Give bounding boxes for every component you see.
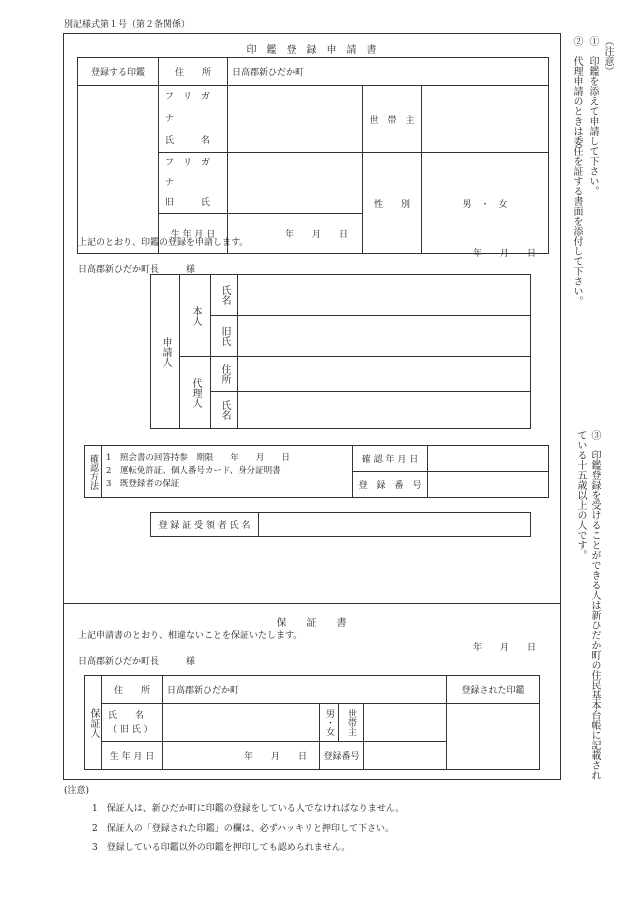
label-g-sex-cell <box>320 704 339 742</box>
confirm-item-3: 3 既登録者の保証 <box>106 479 180 489</box>
receipt-table <box>150 512 531 537</box>
agent-address-field[interactable] <box>238 357 531 392</box>
confirm-item-2: 2 運転免許証、個人番号カード、身分証明書 <box>106 466 281 476</box>
guarantee-mayor: 日高郡新ひだか町長 様 <box>78 657 196 667</box>
label-applicant: 申請人 <box>160 336 171 367</box>
label-furigana-old: フ リ ガ ナ <box>165 158 220 188</box>
label-agent-cell <box>180 357 211 429</box>
old-name-field[interactable] <box>228 153 363 214</box>
label-applicant-cell <box>151 275 180 429</box>
g-birth-field[interactable]: 年 月 日 <box>163 742 320 770</box>
label-g-address: 住 所 <box>102 676 163 704</box>
label-furigana-name <box>159 86 228 153</box>
label-agent: 代理人 <box>190 377 201 408</box>
label-agent-addr-cell <box>211 357 238 392</box>
label-confirm-date: 確 認 年 月 日 <box>353 446 428 472</box>
label-confirm: 確認方法 <box>88 453 98 490</box>
g-address-field[interactable] <box>163 676 447 704</box>
agent-name-field[interactable] <box>238 392 531 429</box>
label-g-setai: 世帯主 <box>346 709 356 736</box>
notes-heading: (注意) <box>64 786 90 796</box>
label-setai: 世 帯 主 <box>363 86 422 153</box>
label-self-name: 氏名 <box>219 285 230 305</box>
label-g-reg-no: 登録番号 <box>320 742 364 770</box>
side-note-3: ③ 印鑑登録を受けることができる人は新ひだか町の住民基本台帳に記載されている十五歳以上の人です。 <box>575 430 600 780</box>
confirm-methods[interactable] <box>102 446 353 498</box>
label-agent-addr: 住所 <box>219 364 230 384</box>
confirm-date-field[interactable] <box>428 446 549 472</box>
registration-table <box>77 57 549 254</box>
side-note-2: ② 代理申請のときは委任を証する書面を添付して下さい。 <box>571 36 582 306</box>
section-divider <box>63 603 560 604</box>
self-name-field[interactable] <box>238 275 531 316</box>
label-self-old: 旧氏 <box>219 326 230 346</box>
setai-field[interactable] <box>422 86 549 153</box>
label-registered-seal: 登録された印鑑 <box>447 676 540 704</box>
label-confirm-cell <box>85 446 102 498</box>
label-guarantor: 保証人 <box>88 707 99 738</box>
confirm-item-1: 1 照会書の回答持参 期限 年 月 日 <box>106 453 290 463</box>
label-sex: 性 別 <box>363 153 422 254</box>
label-seal: 登録する印鑑 <box>78 58 159 86</box>
birth-field[interactable]: 年 月 日 <box>228 214 363 254</box>
label-guarantor-cell <box>85 676 102 770</box>
label-receipt: 登 録 証 受 領 者 氏 名 <box>151 513 259 537</box>
g-address-value: 日高郡新ひだか町 <box>167 686 240 696</box>
label-g-birth: 生 年 月 日 <box>102 742 163 770</box>
self-old-field[interactable] <box>238 316 531 357</box>
label-g-name: 氏 名 <box>108 710 145 721</box>
mayor-addressee: 日高郡新ひだか町長 様 <box>78 265 196 275</box>
note-1: 1 保証人は、新ひだか町に印鑑の登録をしている人でなければなりません。 <box>92 804 405 814</box>
apply-date[interactable]: 年 月 日 <box>473 249 537 259</box>
guarantee-date[interactable]: 年 月 日 <box>473 643 537 653</box>
label-self-cell <box>180 275 211 357</box>
label-self-old-cell <box>211 316 238 357</box>
side-notes-heading: （注意） <box>602 36 613 76</box>
guarantee-title: 保 証 書 <box>276 618 347 629</box>
label-agent-name-cell <box>211 392 238 429</box>
address-value: 日高郡新ひだか町 <box>232 68 305 78</box>
label-agent-name: 氏名 <box>219 400 230 420</box>
note-3: 3 登録している印鑑以外の印鑑を押印しても認められません。 <box>92 843 351 853</box>
guarantee-table <box>84 675 540 770</box>
applicant-table <box>150 274 531 429</box>
label-furigana: フ リ ガ ナ <box>165 92 220 124</box>
form-title: 印 鑑 登 録 申 請 書 <box>246 45 377 56</box>
label-address: 住 所 <box>159 58 228 86</box>
reg-number-field[interactable] <box>428 472 549 498</box>
label-reg-number: 登 録 番 号 <box>353 472 428 498</box>
apply-statement: 上記のとおり、印鑑の登録を申請します。 <box>78 238 249 248</box>
address-field[interactable] <box>228 58 549 86</box>
g-reg-no-field[interactable] <box>364 742 447 770</box>
sex-field[interactable]: 男 ・ 女 <box>422 153 549 254</box>
label-g-old: （ 旧 氏 ） <box>108 724 153 735</box>
registered-seal-box[interactable] <box>447 704 540 770</box>
label-self-name-cell <box>211 275 238 316</box>
label-self: 本人 <box>190 305 201 326</box>
form-id: 別記様式第１号（第２条関係） <box>64 20 191 30</box>
label-g-name-block <box>102 704 163 742</box>
label-old-name: 旧 氏 <box>165 198 211 208</box>
g-name-field[interactable] <box>163 704 320 742</box>
seal-box[interactable] <box>78 86 159 254</box>
side-note-1: ① 印鑑を添えて申請して下さい。 <box>587 36 598 196</box>
label-furigana-old-block <box>159 153 228 214</box>
label-g-sex: 男・女 <box>324 709 334 736</box>
note-2: 2 保証人の「登録された印鑑」の欄は、必ずハッキリと押印して下さい。 <box>92 824 395 834</box>
confirm-table <box>84 445 549 498</box>
name-field[interactable] <box>228 86 363 153</box>
label-name: 氏 名 <box>165 136 211 146</box>
g-setai-field[interactable] <box>364 704 447 742</box>
guarantee-statement: 上記申請書のとおり、相違ないことを保証いたします。 <box>78 631 303 641</box>
label-g-setai-cell <box>339 704 364 742</box>
label-birth: 生 年 月 日 <box>159 214 228 254</box>
receipt-name-field[interactable] <box>259 513 531 537</box>
